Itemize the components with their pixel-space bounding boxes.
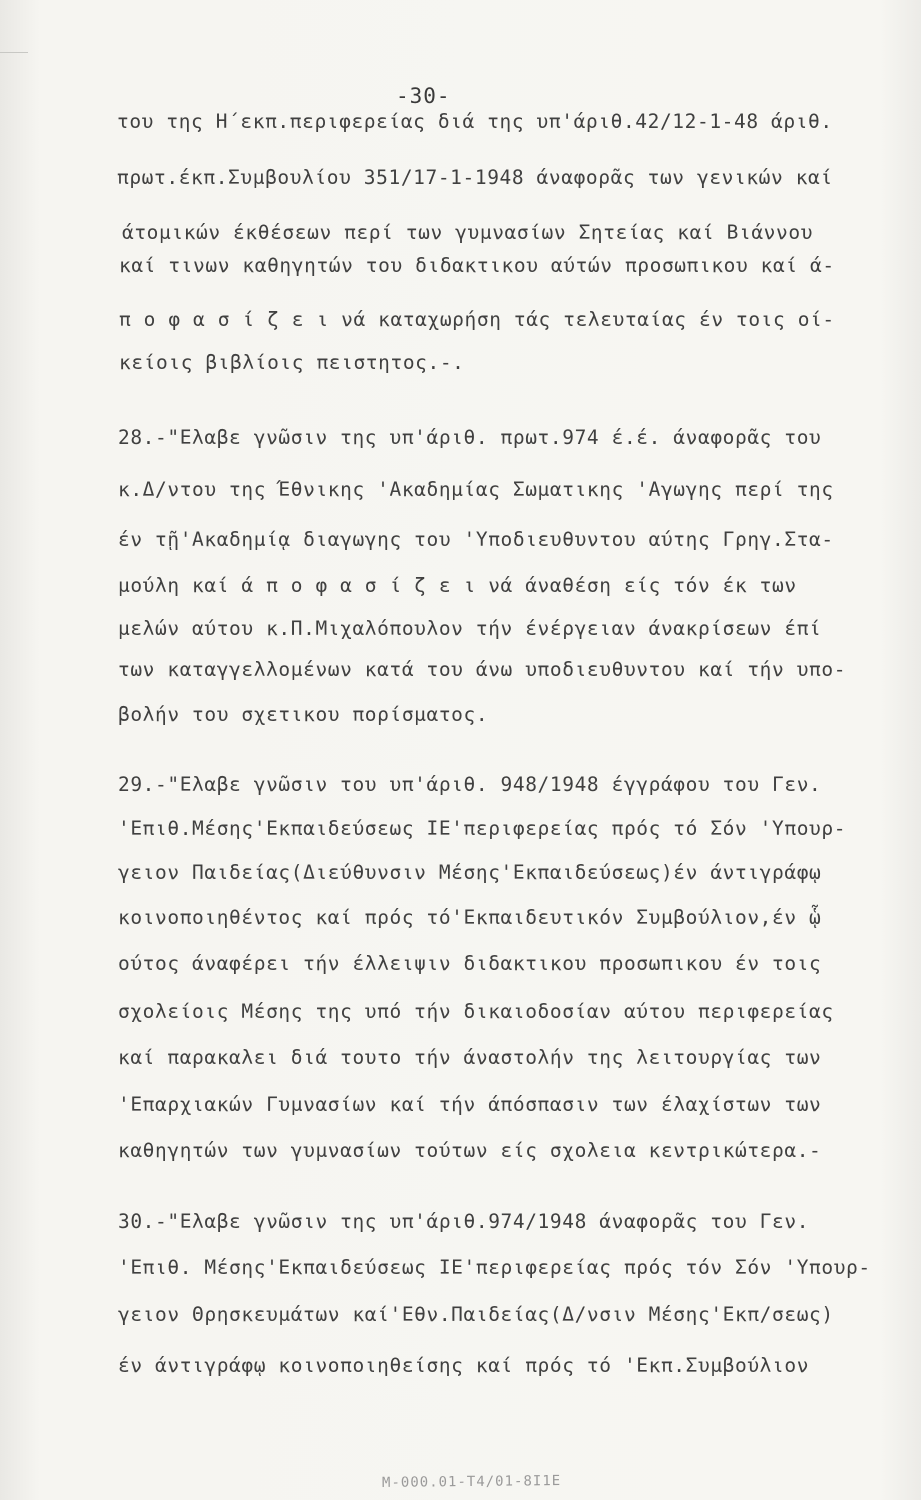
text-line: 'Επιθ. Μέσης'Εκπαιδεύσεως ΙΕ'περιφερείας πρός τόν Σόν 'Υπουρ- <box>118 1256 871 1279</box>
text-line: καί τινων καθηγητών του διδακτικου αύτών προσωπικου καί ά- <box>119 254 835 277</box>
text-line: καθηγητών των γυμνασίων τούτων είς σχολεια κεντρικώτερα.- <box>118 1139 822 1162</box>
text-line: κ.Δ/ντου της Έθνικης 'Ακαδημίας Σωματικης 'Αγωγης περί της <box>118 478 834 501</box>
text-line: πρωτ.έκπ.Συμβουλίου 351/17-1-1948 άναφορᾶς των γενικών καί <box>117 166 833 189</box>
text-line: του της Η΄εκπ.περιφερείας διά της υπ'άριθ.42/12-1-48 άριθ. <box>117 110 833 133</box>
text-line: άτομικών έκθέσεων περί των γυμνασίων Σητείας καί Βιάννου <box>122 221 814 244</box>
text-line: π ο φ α σ ί ζ ε ι νά καταχωρήση τάς τελευταίας έν τοις οί- <box>119 308 835 331</box>
text-line: κοινοποιηθέντος καί πρός τό'Εκπαιδευτικόν Συμβούλιον,έν ᾧ <box>118 906 822 929</box>
text-line: 'Επιθ.Μέσης'Εκπαιδεύσεως ΙΕ'περιφερείας πρός τό Σόν 'Υπουρ- <box>118 817 847 840</box>
text-line: 28.-"Ελαβε γνῶσιν της υπ'άριθ. πρωτ.974 έ.έ. άναφορᾶς του <box>118 426 822 449</box>
text-line: σχολείοις Μέσης της υπό τήν δικαιοδοσίαν αύτου περιφερείας <box>118 1000 834 1023</box>
printer-stamp: Μ-000.01-Τ4/01-8Ι1Ε <box>381 1473 562 1491</box>
text-line: βολήν του σχετικου πορίσματος. <box>118 703 489 726</box>
page-number: -30- <box>396 84 451 108</box>
text-line: καί παρακαλει διά τουτο τήν άναστολήν της λειτουργίας των <box>118 1046 822 1069</box>
text-line: 'Επαρχιακών Γυμνασίων καί τήν άπόσπασιν των έλαχίστων των <box>118 1093 822 1116</box>
fold-mark <box>0 52 28 53</box>
text-line: 29.-"Ελαβε γνῶσιν του υπ'άριθ. 948/1948 έγγράφου του Γεν. <box>118 773 822 796</box>
text-line: ούτος άναφέρει τήν έλλειψιν διδακτικου προσωπικου έν τοις <box>118 952 822 975</box>
text-line: κείοις βιβλίοις πειστητος.-. <box>119 351 465 374</box>
text-line: γειον Θρησκευμάτων καί'Εθν.Παιδείας(Δ/νσιν Μέσης'Εκπ/σεως) <box>118 1303 834 1326</box>
text-line: μελών αύτου κ.Π.Μιχαλόπουλον τήν ένέργειαν άνακρίσεων έπί <box>118 617 822 640</box>
text-line: έν άντιγράφῳ κοινοποιηθείσης καί πρός τό 'Εκπ.Συμβούλιον <box>118 1354 810 1377</box>
text-line: έν τῇ'Ακαδημίᾳ διαγωγης του 'Υποδιευθυντου αύτης Γρηγ.Στα- <box>118 528 834 551</box>
text-line: γειον Παιδείας(Διεύθυνσιν Μέσης'Εκπαιδεύσεως)έν άντιγράφῳ <box>118 861 822 884</box>
text-line: των καταγγελλομένων κατά του άνω υποδιευθυντου καί τήν υπο- <box>118 658 847 681</box>
text-line: 30.-"Ελαβε γνῶσιν της υπ'άριθ.974/1948 άναφορᾶς του Γεν. <box>118 1210 810 1233</box>
text-line: μούλη καί ά π ο φ α σ ί ζ ε ι νά άναθέση είς τόν έκ των <box>118 574 797 597</box>
